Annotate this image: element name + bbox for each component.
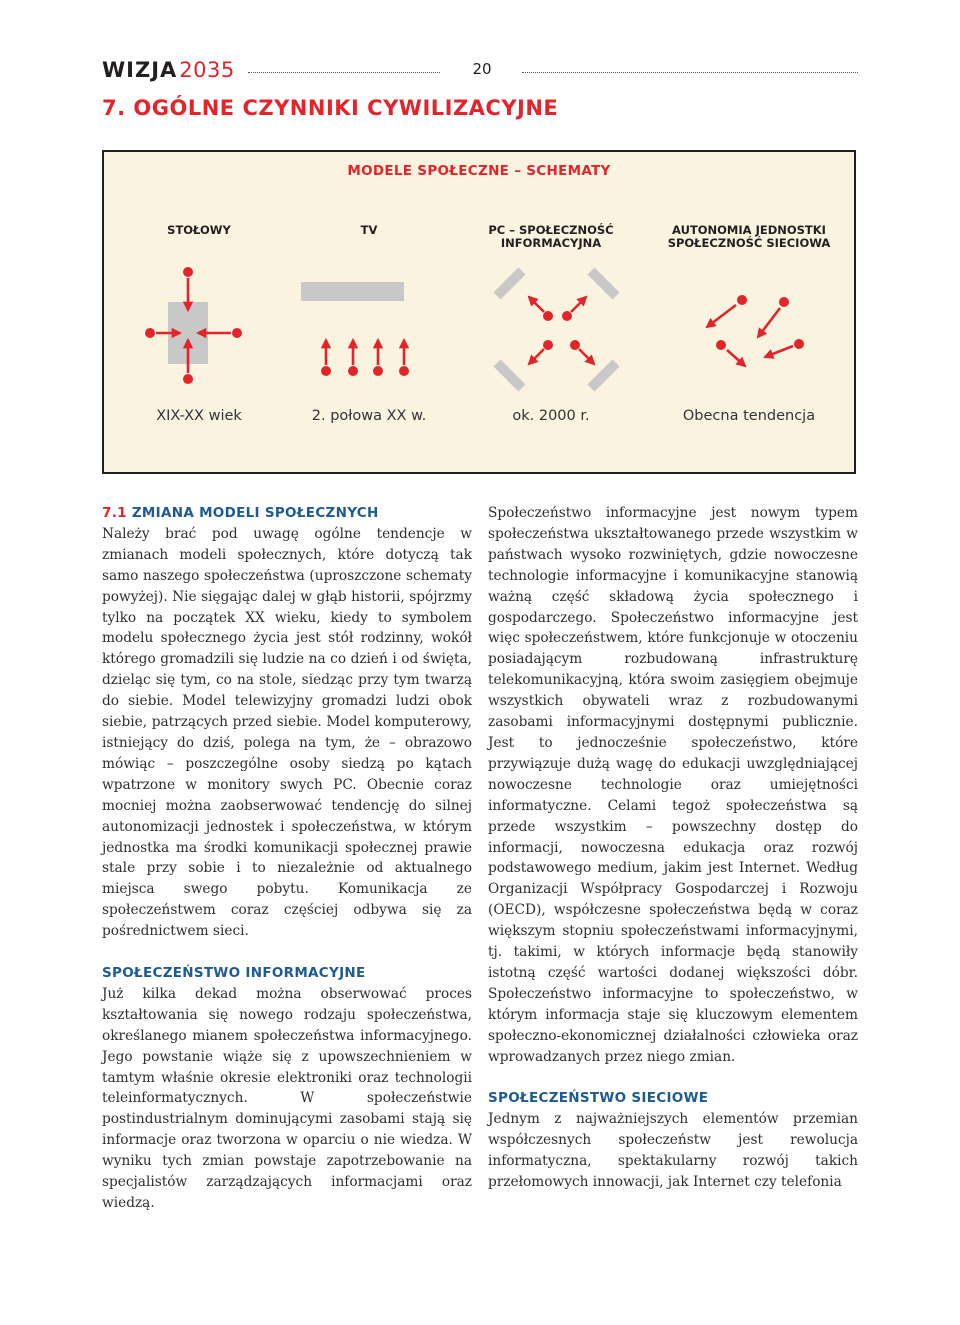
section-heading: SPOŁECZEŃSTWO INFORMACYJNE: [102, 965, 366, 982]
era-label: 2. połowa XX w.: [311, 408, 427, 424]
body-paragraph: Jednym z najważniejszych elementów przemian współczesnych społeczeństw jest rewolucja informatyczna, spektakularny rozwój takich przełomowych innowacji, jak Internet czy telefonia: [488, 1111, 858, 1191]
logo-wizja-text: WIZJA: [102, 58, 178, 82]
scheme-pc-icon: [497, 271, 616, 388]
section-heading: SPOŁECZEŃSTWO SIECIOWE: [488, 1090, 709, 1107]
model-label-line: STOŁOWY: [167, 223, 231, 237]
era-label: XIX-XX wiek: [156, 408, 242, 424]
section-heading: [102, 503, 472, 524]
wizja-2035-logo: [102, 57, 235, 83]
header-dotted-rule-right: [522, 72, 858, 73]
right-text-column: [488, 503, 858, 1193]
header-dotted-rule-left: [248, 72, 440, 73]
social-models-diagram: [102, 150, 856, 474]
body-paragraph: Społeczeństwo informacyjne jest nowym typem społeczeństwa ukształtowanego przede wszystkim w państwach wysoko rozwiniętych, gdzie nowoczesne technologie informacyjne i komunikacyjne stanowią ważną część składową życia społecznego i gospodarczego. Społeczeństwo informacyjne jest więc społeczeństwem, które funkcjonuje w otoczeniu posiadającym rozbudowaną infrastrukturę telekomunikacyjną, która swoim zasięgiem obejmuje wszystkich obywateli wraz z rozbudowanymi zasobami informacyjnymi dostępnymi publicznie. Jest to jednocześnie społeczeństwo, które przywiązuje dużą wagę do edukacji uwzględniającej nowoczesne technologie oraz umiejętności informatyczne. Celami tegoż społeczeństwa są przede wszystkim – powszechny dostęp do informacji, nowoczesna edukacja oraz rozwój podstawowego medium, jakim jest Internet. Według Organizacji Współpracy Gospodarczej i Rozwoju (OECD), współczesne społeczeństwa będą w coraz większym stopniu społeczeństwami informacyjnymi, tj. takimi, w których informacje będą stanowiły istotną część wartości dodanej większości dóbr. Społeczeństwo informacyjne to społeczeństwo, w którym informacja staje się kluczowym elementem społeczno-ekonomicznej działalności człowieka oraz wprowadzanych przez niego zmian.: [488, 505, 858, 1065]
era-label: Obecna tendencja: [682, 408, 816, 424]
section-title: ZMIANA MODELI SPOŁECZNYCH: [131, 505, 379, 521]
scheme-network-icon: [707, 295, 804, 366]
page-number: 20: [472, 60, 492, 78]
era-label: ok. 2000 r.: [512, 408, 590, 424]
model-label-line: SPOŁECZNOŚĆ SIECIOWA: [667, 236, 831, 250]
model-label-line: AUTONOMIA JEDNOSTKI: [672, 223, 826, 237]
section-number: 7.1: [102, 505, 127, 521]
tv-screen-shape: [301, 282, 404, 301]
model-label-line: INFORMACYJNA: [500, 236, 602, 250]
chapter-title: 7. OGÓLNE CZYNNIKI CYWILIZACYJNE: [102, 96, 559, 120]
model-label-line: PC – SPOŁECZNOŚĆ: [488, 223, 614, 237]
left-text-column: [102, 503, 472, 1214]
diagram-schemes: [104, 152, 854, 472]
body-paragraph: Należy brać pod uwagę ogólne tendencje w zmianach modeli społecznych, które dotyczą tak samo naszego społeczeństwa (uproszczone schematy powyżej). Nie sięgając dalej w głąb historii, spójrzmy tylko na początek XX wieku, kiedy to symbolem modelu społecznego życia jest stół rodzinny, wokół którego gromadzili się ludzie na co dzień i od święta, dzieląc się tym, co na stole, siedząc przy tym twarzą do siebie. Model telewizyjny gromadzi ludzi obok siebie, patrzących przed siebie. Model komputerowy, istniejący do dziś, polega na tym, że – obrazowo mówiąc – poszczególne osoby siedzą po kątach wpatrzone w monitory swych PC. Obecnie coraz mocniej można zaobserwować tendencję do silnej autonomizacji jednostek i społeczeństwa, w którym jednostka ma środki komunikacji społecznej prawie stale przy sobie i to niezależnie od aktualnego miejsca swego pobytu. Komunikacja ze społeczeństwem coraz częściej odbywa się za pośrednictwem sieci.: [102, 525, 472, 940]
scheme-table-icon: [145, 267, 242, 384]
scheme-tv-icon: [301, 282, 409, 376]
body-paragraph: Już kilka dekad można obserwować proces kształtowania się nowego rodzaju społeczeństwa, określanego mianem społeczeństwa informacyjnego. Jego powstanie wiąże się z upowszechnieniem w tamtym właśnie okresie elektroniki oraz technologii teleinformatycznych. W społeczeństwie postindustrialnym dominującymi zasobami stają się informacje oraz tworzona w oparciu o nie wiedza. W wyniku tych zmian powstaje zapotrzebowanie na specjalistów zarządzających informacjami oraz wiedzą.: [102, 985, 472, 1211]
diagram-title: MODELE SPOŁECZNE – SCHEMATY: [347, 163, 611, 179]
logo-year-text: 2035: [179, 58, 235, 82]
model-label-line: TV: [360, 223, 378, 237]
